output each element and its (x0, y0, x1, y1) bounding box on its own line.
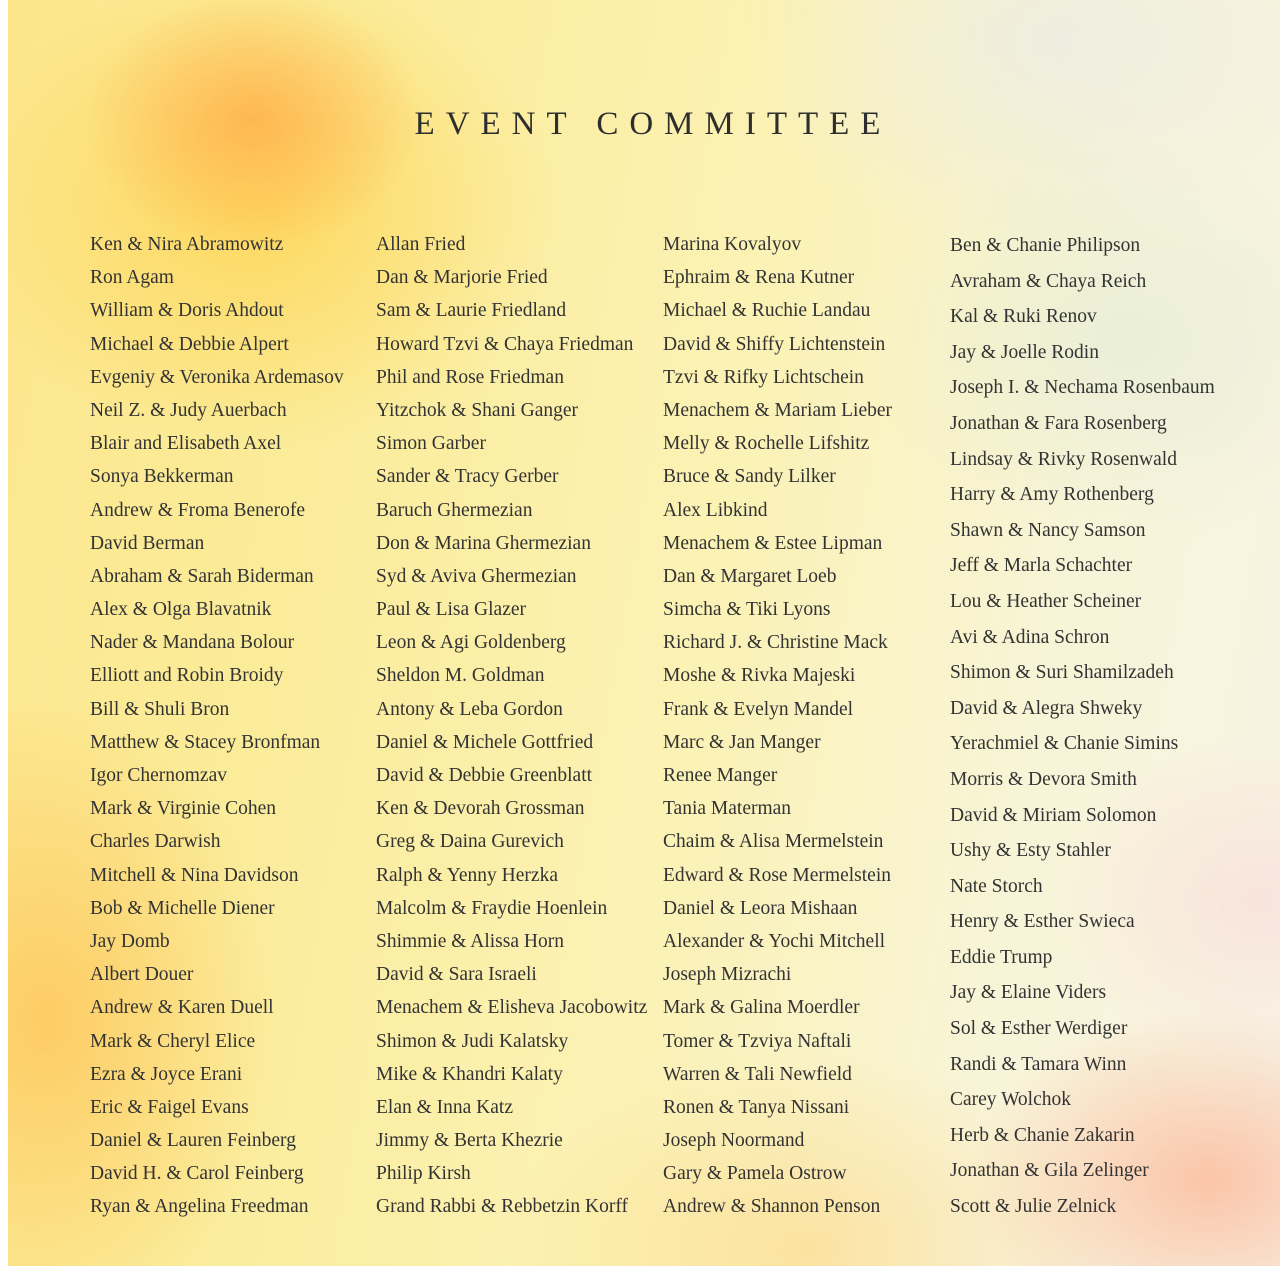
committee-member: Morris & Devora Smith (950, 768, 1137, 790)
committee-member: Andrew & Froma Benerofe (90, 499, 305, 521)
committee-member: Alexander & Yochi Mitchell (663, 930, 886, 952)
committee-member: Michael & Ruchie Landau (663, 300, 871, 322)
committee-member: Menachem & Elisheva Jacobowitz (376, 997, 648, 1019)
committee-member: Jimmy & Berta Khezrie (376, 1130, 563, 1152)
committee-member: Jay Domb (90, 930, 170, 952)
committee-member: Dan & Margaret Loeb (663, 565, 837, 587)
name-column-1 (90, 228, 344, 1224)
committee-member: Sheldon M. Goldman (376, 665, 545, 687)
committee-member: Antony & Leba Gordon (376, 698, 563, 720)
committee-member: David & Debbie Greenblatt (376, 765, 593, 786)
committee-member: Warren & Tali Newfield (663, 1063, 852, 1085)
committee-member: Jonathan & Fara Rosenberg (950, 412, 1167, 434)
committee-member: Ronen & Tanya Nissani (663, 1096, 850, 1118)
committee-member: Randi & Tamara Winn (950, 1053, 1127, 1075)
committee-member: Herb & Chanie Zakarin (950, 1124, 1135, 1146)
committee-member: Shimon & Suri Shamilzadeh (950, 662, 1174, 684)
page-title: EVENT COMMITTEE (414, 106, 892, 142)
committee-member: Yitzchok & Shani Ganger (376, 399, 578, 421)
name-column-3 (663, 228, 892, 1224)
committee-member: Greg & Daina Gurevich (376, 831, 564, 853)
committee-member: Mark & Virginie Cohen (90, 798, 277, 820)
committee-member: Mark & Cheryl Elice (90, 1030, 256, 1052)
committee-member: Blair and Elisabeth Axel (90, 433, 282, 455)
committee-member: David Berman (90, 532, 205, 554)
committee-member: Charles Darwish (90, 831, 221, 853)
committee-member: Shawn & Nancy Samson (950, 519, 1146, 541)
committee-member: David & Alegra Shweky (950, 697, 1143, 719)
committee-member: Abraham & Sarah Biderman (90, 565, 314, 587)
committee-member: Daniel & Michele Gottfried (376, 731, 594, 753)
committee-member: Ephraim & Rena Kutner (663, 267, 855, 289)
committee-member: Scott & Julie Zelnick (950, 1196, 1117, 1218)
committee-member: Menachem & Estee Lipman (663, 532, 883, 554)
committee-member: Ushy & Esty Stahler (950, 840, 1111, 862)
committee-member: Andrew & Karen Duell (90, 997, 274, 1019)
committee-member: Jeff & Marla Schachter (950, 555, 1133, 577)
name-column-2 (376, 228, 647, 1224)
committee-member: Jay & Joelle Rodin (950, 341, 1099, 363)
committee-member: Matthew & Stacey Bronfman (90, 731, 321, 753)
committee-member: Jay & Elaine Viders (950, 982, 1107, 1004)
committee-member: Ron Agam (90, 267, 174, 289)
committee-member: Baruch Ghermezian (376, 499, 533, 521)
committee-member: Joseph I. & Nechama Rosenbaum (950, 377, 1215, 399)
committee-member: Paul & Lisa Glazer (376, 599, 526, 621)
committee-member: Nader & Mandana Bolour (90, 632, 295, 654)
committee-member: Daniel & Leora Mishaan (663, 897, 858, 919)
committee-member: Melly & Rochelle Lifshitz (663, 433, 870, 455)
committee-member: Tomer & Tzviya Naftali (663, 1030, 852, 1052)
committee-member: Allan Fried (376, 234, 466, 255)
committee-member: Gary & Pamela Ostrow (663, 1163, 847, 1185)
committee-member: Alex Libkind (663, 499, 768, 521)
committee-member: Michael & Debbie Alpert (90, 333, 289, 355)
committee-member: Evgeniy & Veronika Ardemasov (90, 366, 344, 388)
committee-member: William & Doris Ahdout (90, 300, 284, 322)
committee-member: Mark & Galina Moerdler (663, 997, 860, 1019)
committee-member: Simon Garber (376, 433, 486, 455)
committee-member: Howard Tzvi & Chaya Friedman (376, 333, 634, 355)
committee-member: Edward & Rose Mermelstein (663, 864, 891, 886)
committee-member: Mike & Khandri Kalaty (376, 1063, 563, 1085)
committee-member: Tzvi & Rifky Lichtschein (663, 366, 864, 388)
committee-member: Eric & Faigel Evans (90, 1096, 249, 1118)
committee-member: Avi & Adina Schron (950, 626, 1110, 648)
committee-member: Sander & Tracy Gerber (376, 466, 559, 488)
committee-member: Syd & Aviva Ghermezian (376, 565, 577, 587)
committee-member: Ralph & Yenny Herzka (376, 864, 558, 886)
committee-member: Daniel & Lauren Feinberg (90, 1130, 296, 1152)
committee-member: Menachem & Mariam Lieber (663, 399, 893, 421)
committee-member: Don & Marina Ghermezian (376, 532, 591, 554)
committee-member: Moshe & Rivka Majeski (663, 665, 856, 687)
committee-member: Renee Manger (663, 765, 778, 786)
committee-member: Shimon & Judi Kalatsky (376, 1030, 569, 1052)
committee-member: Eddie Trump (950, 946, 1053, 968)
committee-member: Yerachmiel & Chanie Simins (950, 733, 1179, 755)
committee-member: Ben & Chanie Philipson (950, 235, 1141, 256)
committee-member: Malcolm & Fraydie Hoenlein (376, 897, 608, 919)
committee-member: David & Sara Israeli (376, 964, 537, 986)
committee-member: David & Miriam Solomon (950, 804, 1157, 826)
committee-member: Ryan & Angelina Freedman (90, 1196, 309, 1218)
committee-member: David H. & Carol Feinberg (90, 1163, 304, 1185)
committee-member: Mitchell & Nina Davidson (90, 864, 299, 886)
committee-page (8, 0, 1280, 1266)
committee-member: Nate Storch (950, 875, 1043, 897)
committee-member: Avraham & Chaya Reich (950, 270, 1147, 292)
committee-member: Philip Kirsh (376, 1163, 471, 1185)
committee-member: Lou & Heather Scheiner (950, 590, 1142, 612)
committee-member: Carey Wolchok (950, 1089, 1071, 1111)
committee-member: Leon & Agi Goldenberg (376, 632, 566, 654)
committee-member: Kal & Ruki Renov (950, 306, 1097, 328)
committee-member: Ezra & Joyce Erani (90, 1063, 243, 1085)
committee-member: Ken & Nira Abramowitz (90, 234, 284, 255)
name-column-4 (950, 228, 1215, 1225)
committee-member: Marc & Jan Manger (663, 731, 821, 753)
committee-member: Henry & Esther Swieca (950, 911, 1135, 933)
committee-member: Dan & Marjorie Fried (376, 267, 548, 289)
committee-member: Ken & Devorah Grossman (376, 798, 585, 820)
committee-member: Tania Materman (663, 798, 792, 820)
committee-member: Igor Chernomzav (90, 765, 227, 786)
committee-member: Shimmie & Alissa Horn (376, 930, 564, 952)
committee-member: Bill & Shuli Bron (90, 698, 230, 720)
committee-member: Simcha & Tiki Lyons (663, 599, 831, 621)
committee-member: Sam & Laurie Friedland (376, 300, 567, 322)
committee-member: Bruce & Sandy Lilker (663, 466, 836, 488)
committee-member: Alex & Olga Blavatnik (90, 599, 272, 621)
committee-member: Chaim & Alisa Mermelstein (663, 831, 884, 853)
committee-member: Frank & Evelyn Mandel (663, 698, 854, 720)
committee-member: Jonathan & Gila Zelinger (950, 1160, 1149, 1182)
committee-member: David & Shiffy Lichtenstein (663, 333, 886, 355)
committee-member: Phil and Rose Friedman (376, 366, 564, 388)
committee-member: Harry & Amy Rothenberg (950, 484, 1154, 506)
committee-member: Marina Kovalyov (663, 234, 802, 255)
committee-member: Albert Douer (90, 964, 194, 986)
committee-member: Lindsay & Rivky Rosenwald (950, 448, 1177, 470)
committee-member: Neil Z. & Judy Auerbach (90, 399, 287, 421)
committee-member: Elan & Inna Katz (376, 1096, 513, 1118)
committee-member: Elliott and Robin Broidy (90, 665, 284, 687)
committee-member: Joseph Noormand (663, 1130, 805, 1152)
committee-member: Andrew & Shannon Penson (663, 1196, 881, 1218)
committee-member: Bob & Michelle Diener (90, 897, 275, 919)
committee-member: Richard J. & Christine Mack (663, 632, 888, 654)
committee-member: Sol & Esther Werdiger (950, 1018, 1128, 1040)
committee-member: Sonya Bekkerman (90, 466, 234, 488)
committee-member: Grand Rabbi & Rebbetzin Korff (376, 1196, 628, 1218)
committee-member: Joseph Mizrachi (663, 964, 792, 986)
